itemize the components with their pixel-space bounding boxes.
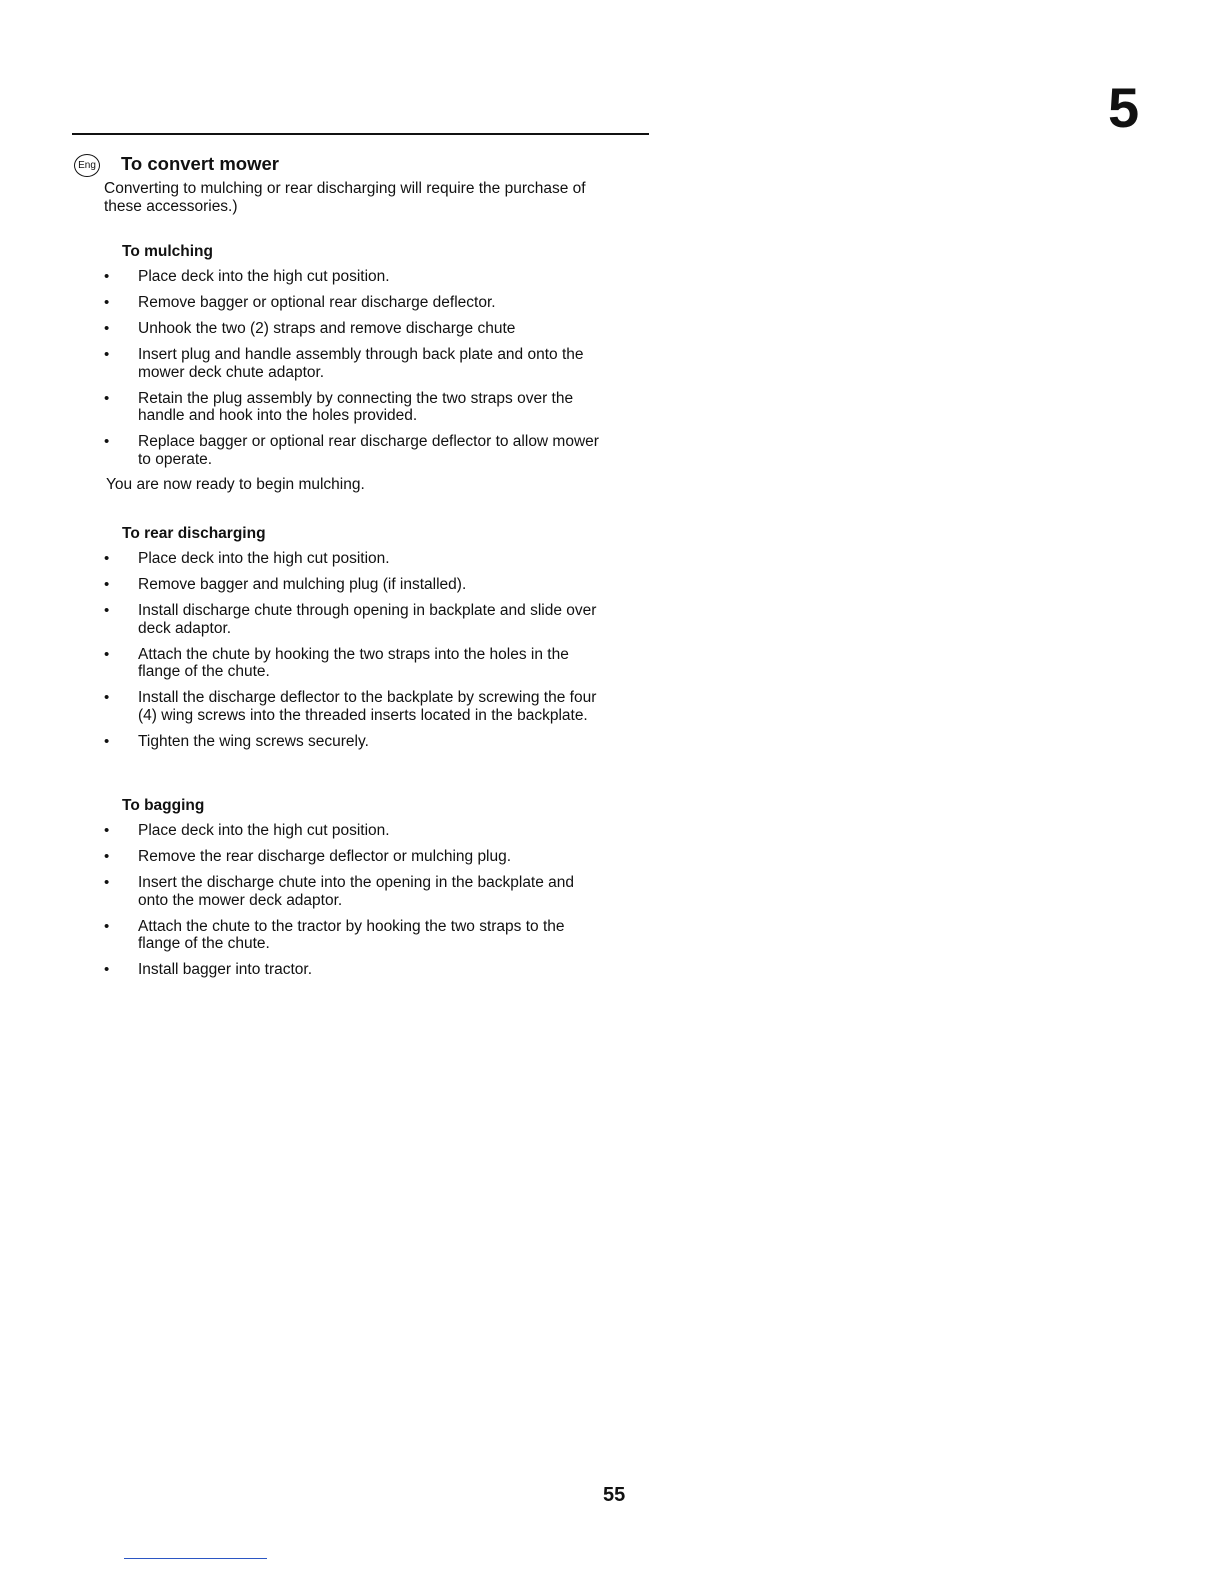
rear-discharging-section	[104, 524, 604, 759]
bullet-icon: •	[104, 732, 110, 750]
bullet-icon: •	[104, 320, 110, 337]
top-divider	[72, 133, 649, 135]
bottom-divider	[124, 1558, 267, 1559]
list-item	[104, 320, 604, 338]
bullet-icon: •	[104, 874, 110, 891]
bullet-icon: •	[104, 433, 110, 450]
list-item	[104, 390, 604, 425]
list-item	[104, 848, 604, 866]
mulching-closing: You are now ready to begin mulching.	[106, 475, 365, 493]
step-text: Install bagger into tractor.	[138, 961, 313, 978]
chapter-number: 5	[1108, 76, 1140, 139]
step-text: Tighten the wing screws securely.	[138, 732, 369, 750]
list-item	[104, 346, 604, 381]
list-item	[104, 576, 604, 594]
bullet-icon: •	[104, 645, 110, 663]
step-text: Remove the rear discharge deflector or mulching plug.	[138, 848, 512, 865]
list-item	[104, 874, 604, 909]
list-item	[104, 689, 604, 724]
section-intro: Converting to mulching or rear discharging will require the purchase of these accessories.)	[104, 180, 586, 215]
step-text: Install discharge chute through opening in backplate and slide over deck adaptor.	[138, 602, 597, 637]
step-text: Remove bagger and mulching plug (if installed).	[138, 576, 467, 593]
bullet-icon: •	[104, 576, 110, 593]
bullet-icon: •	[104, 550, 110, 567]
bullet-icon: •	[104, 346, 110, 363]
step-text: Insert the discharge chute into the opening in the backplate and onto the mower deck adaptor.	[138, 874, 575, 909]
bullet-icon: •	[104, 689, 110, 706]
step-text: Remove bagger or optional rear discharge deflector.	[138, 294, 496, 311]
list-item	[104, 733, 604, 751]
step-text: Place deck into the high cut position.	[138, 822, 390, 839]
step-text: Attach the chute by hooking the two straps into the holes in the flange of the chute.	[138, 645, 569, 680]
bagging-heading: To bagging	[122, 797, 205, 814]
bullet-icon: •	[104, 917, 110, 935]
step-text: Replace bagger or optional rear discharge deflector to allow mower to operate.	[138, 433, 599, 468]
bullet-icon: •	[104, 389, 110, 407]
list-item	[104, 268, 604, 286]
mulching-section	[104, 242, 604, 494]
section-title: To convert mower	[121, 153, 279, 174]
rear-discharging-heading: To rear discharging	[122, 525, 266, 542]
bagging-section	[104, 796, 604, 987]
step-text: Place deck into the high cut position.	[138, 550, 390, 567]
list-item	[104, 602, 604, 637]
step-text: Insert plug and handle assembly through back plate and onto the mower deck chute adaptor.	[138, 346, 584, 381]
step-text: Install the discharge deflector to the backplate by screwing the four (4) wing screws into the threaded inserts located in the backplate.	[138, 689, 597, 724]
bullet-icon: •	[104, 602, 110, 619]
page-number: 55	[603, 1484, 626, 1506]
bagging-steps	[104, 822, 604, 979]
mulching-steps	[104, 268, 604, 468]
list-item	[104, 433, 604, 468]
list-item	[104, 646, 604, 681]
list-item	[104, 550, 604, 568]
step-text: Retain the plug assembly by connecting the two straps over the handle and hook into the holes provided.	[138, 389, 574, 424]
step-text: Attach the chute to the tractor by hooking the two straps to the flange of the chute.	[138, 917, 565, 952]
list-item	[104, 961, 604, 979]
bullet-icon: •	[104, 961, 110, 978]
list-item	[104, 294, 604, 312]
mulching-heading: To mulching	[122, 243, 213, 260]
step-text: Unhook the two (2) straps and remove discharge chute	[138, 320, 516, 337]
language-icon: Eng	[74, 154, 100, 177]
bullet-icon: •	[104, 848, 110, 865]
bullet-icon: •	[104, 294, 110, 311]
bullet-icon: •	[104, 268, 110, 285]
list-item	[104, 918, 604, 953]
bullet-icon: •	[104, 822, 110, 839]
rear-discharging-steps	[104, 550, 604, 750]
step-text: Place deck into the high cut position.	[138, 268, 390, 285]
list-item	[104, 822, 604, 840]
